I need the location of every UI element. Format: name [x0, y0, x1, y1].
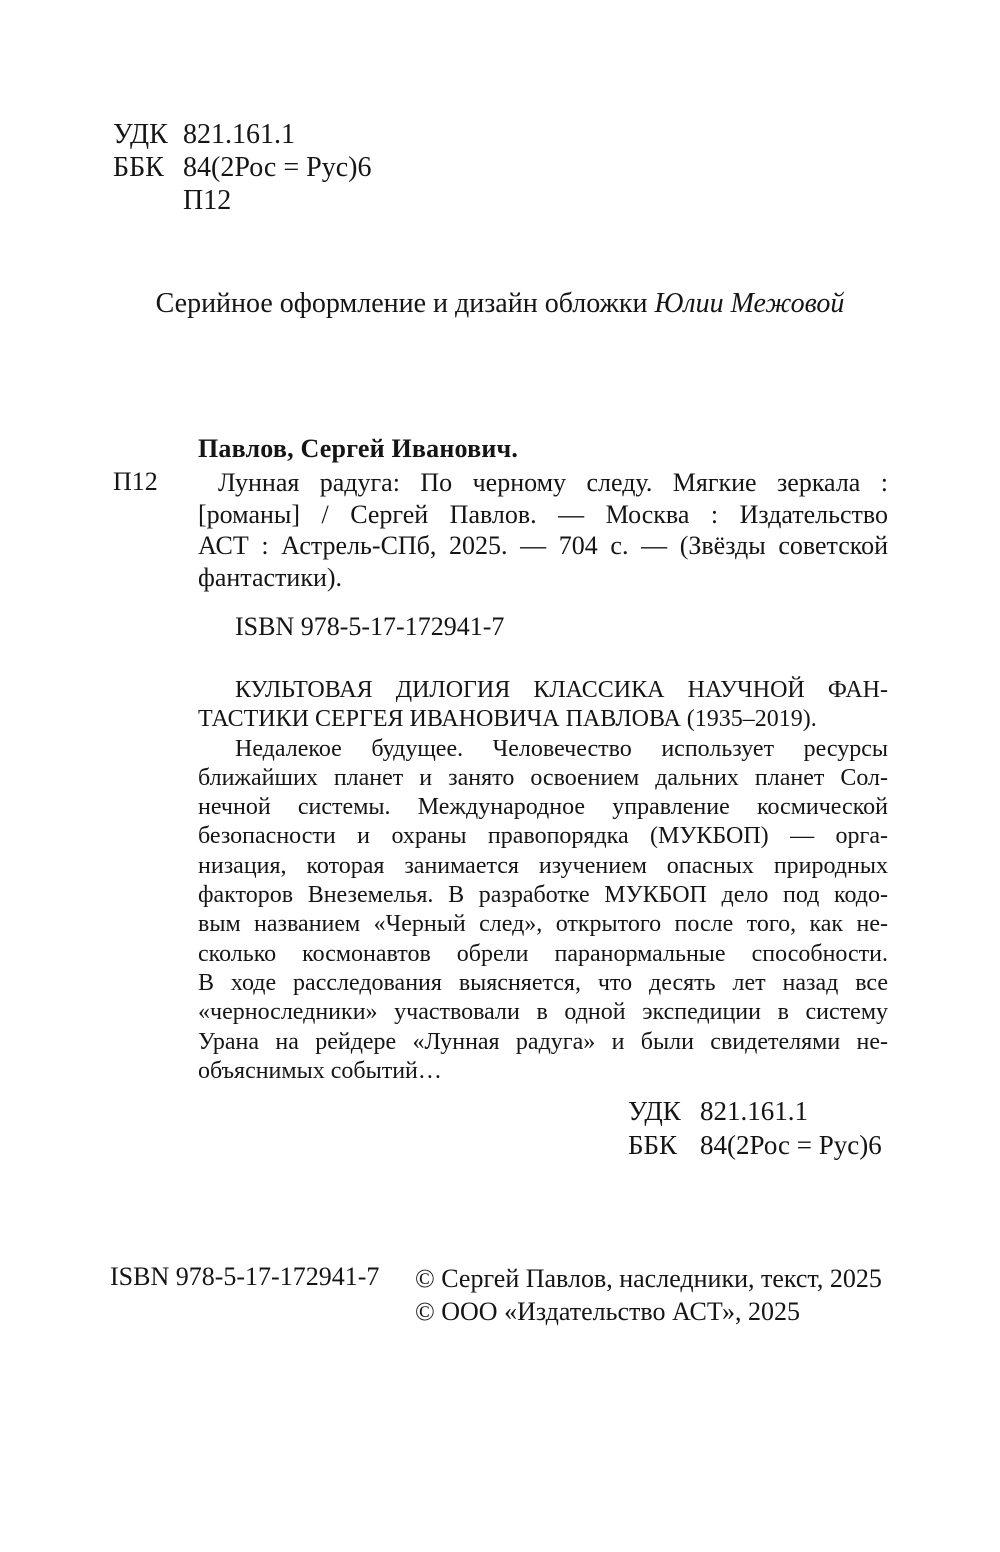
annotation-line: безопасности и охраны правопорядка (МУКБОП) — орга-	[198, 823, 888, 850]
annotation-line: нечной системы. Международное управление космической	[198, 794, 888, 821]
annotation-line: сколько космонавтов обрели паранормальные способности.	[198, 940, 888, 967]
annotation-line: факторов Внеземелья. В разработке МУКБОП дело под кодо-	[198, 882, 888, 909]
designer-name: Юлии Межовой	[654, 288, 845, 319]
copyright-block	[415, 1262, 882, 1328]
udc-value: 821.161.1	[183, 119, 295, 150]
annotation-line: вым названием «Черный след», открытого после того, как не-	[198, 911, 888, 938]
catalog-line: АСТ : Астрель-СПб, 2025. — 704 с. — (Звёзды советской	[198, 531, 888, 560]
copyright-line-publisher: © ООО «Издательство АСТ», 2025	[415, 1297, 801, 1326]
udc-label-bottom: УДК	[628, 1096, 681, 1126]
bbk-label: ББК	[113, 152, 164, 183]
top-classification-block	[113, 118, 371, 217]
annotation-line: ТАСТИКИ СЕРГЕЯ ИВАНОВИЧА ПАВЛОВА (1935–2019).	[198, 706, 817, 733]
catalog-line: [романы] / Сергей Павлов. — Москва : Издательство	[198, 499, 888, 529]
annotation-line: В ходе расследования выясняется, что десять лет назад все	[198, 969, 888, 996]
catalog-margin-code: П12	[113, 467, 158, 496]
annotation-line: ближайших планет и занято освоением дальних планет Сол-	[198, 764, 888, 791]
udc-value-bottom: 821.161.1	[700, 1096, 808, 1126]
author-code-row	[113, 184, 371, 217]
udc-row-bottom	[628, 1094, 882, 1128]
catalog-line: Лунная радуга: По черному следу. Мягкие зеркала :	[218, 468, 888, 497]
annotation-line: Недалекое будущее. Человечество использует ресурсы	[235, 735, 888, 762]
author-code-spacer	[113, 184, 183, 217]
bottom-classification-block	[628, 1094, 882, 1162]
bbk-value: 84(2Рос = Рус)6	[183, 152, 372, 183]
bbk-row	[113, 151, 371, 184]
catalog-entry	[198, 467, 888, 593]
isbn-catalog: ISBN 978-5-17-172941-7	[235, 612, 505, 641]
annotation-line: «черноследники» участвовали в одной экспедиции в систему	[198, 999, 888, 1026]
bbk-label-bottom: ББК	[628, 1130, 678, 1160]
series-credit-text: Серийное оформление и дизайн обложки	[155, 288, 655, 319]
catalog-author-header: Павлов, Сергей Иванович.	[198, 434, 519, 463]
annotation-line: низация, которая занимается изучением опасных природных	[198, 852, 888, 879]
udc-row	[113, 118, 371, 151]
annotation-line: объяснимых событий…	[198, 1057, 442, 1084]
bbk-value-bottom: 84(2Рос = Рус)6	[700, 1130, 882, 1160]
annotation-line: КУЛЬТОВАЯ ДИЛОГИЯ КЛАССИКА НАУЧНОЙ ФАН-	[235, 677, 888, 703]
copyright-line-author: © Сергей Павлов, наследники, текст, 2025	[415, 1264, 882, 1293]
series-design-credit	[0, 288, 1000, 320]
author-code-value: П12	[183, 185, 232, 216]
udc-label: УДК	[113, 119, 168, 150]
catalog-line: фантастики).	[198, 562, 343, 592]
annotation-line: Урана на рейдере «Лунная радуга» и были свидетелями не-	[198, 1028, 888, 1055]
bbk-row-bottom	[628, 1128, 882, 1162]
isbn-footer: ISBN 978-5-17-172941-7	[110, 1262, 380, 1291]
annotation-block	[198, 676, 888, 1086]
